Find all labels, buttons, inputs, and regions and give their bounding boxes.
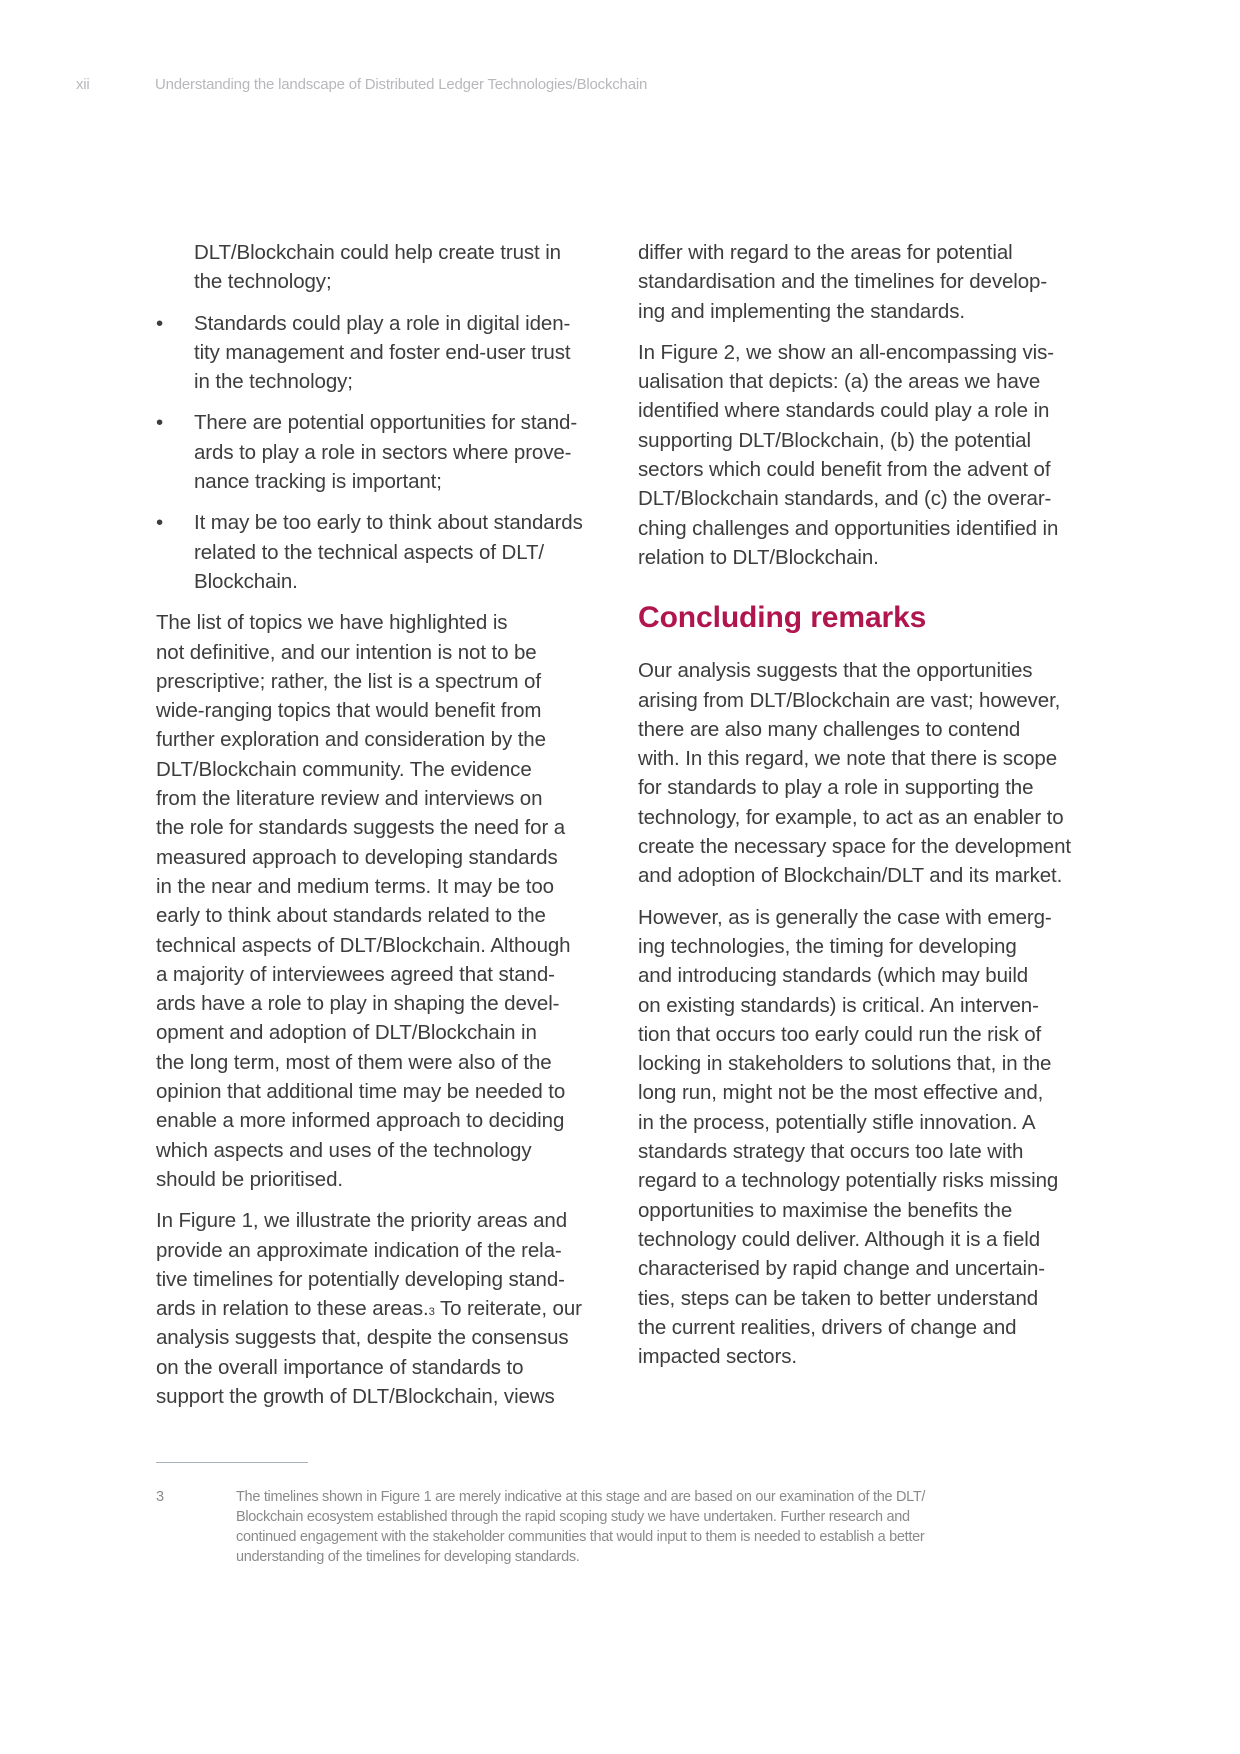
- text-line: ties, steps can be taken to better understand: [638, 1286, 1039, 1310]
- running-title: Understanding the landscape of Distributed Ledger Technologies/Blockchain: [155, 76, 648, 93]
- text-line: the technology;: [194, 270, 332, 294]
- text-line: tity management and foster end-user trust: [194, 340, 571, 364]
- text-line: understanding of the timelines for developing standards.: [236, 1549, 580, 1565]
- text-fragment: To reiterate, our: [434, 1297, 582, 1321]
- bullet-icon: •: [156, 411, 164, 435]
- text-line: enable a more informed approach to deciding: [156, 1109, 565, 1133]
- continued-list-item: [156, 238, 616, 297]
- text-line: prescriptive; rather, the list is a spectrum of: [156, 669, 541, 693]
- text-line: standardisation and the timelines for develop-: [638, 270, 1048, 294]
- text-line: opment and adoption of DLT/Blockchain in: [156, 1021, 537, 1045]
- text-line: there are also many challenges to contend: [638, 717, 1021, 741]
- text-line: However, as is generally the case with emerg-: [638, 905, 1052, 929]
- text-line: early to think about standards related to the: [156, 904, 546, 928]
- text-line: should be prioritised.: [156, 1167, 343, 1191]
- footnote-text: [236, 1487, 925, 1567]
- text-line: create the necessary space for the development: [638, 835, 1071, 859]
- text-line: supporting DLT/Blockchain, (b) the potential: [638, 428, 1031, 452]
- text-line: further exploration and consideration by the: [156, 728, 546, 752]
- text-line: a majority of interviewees agreed that stand-: [156, 962, 555, 986]
- section-heading: Concluding remarks: [638, 601, 927, 635]
- text-line: Blockchain ecosystem established through the rapid scoping study we have undertaken. Further research and: [236, 1509, 910, 1525]
- text-line: tive timelines for potentially developing stand-: [156, 1267, 565, 1291]
- bullet-icon: •: [156, 311, 164, 335]
- text-line: ards have a role to play in shaping the devel-: [156, 992, 560, 1016]
- text-line: impacted sectors.: [638, 1345, 797, 1369]
- text-line: The timelines shown in Figure 1 are merely indicative at this stage and are based on our examination of the DLT/: [236, 1489, 926, 1505]
- footnote-reference[interactable]: 3: [428, 1306, 435, 1319]
- text-line: in the near and medium terms. It may be too: [156, 874, 554, 898]
- text-line: technology could deliver. Although it is a field: [638, 1227, 1041, 1251]
- text-line: continued engagement with the stakeholder communities that would input to them is needed to establish a better: [236, 1529, 925, 1545]
- text-line: locking in stakeholders to solutions that, in the: [638, 1052, 1052, 1076]
- text-line: related to the technical aspects of DLT/: [194, 540, 545, 564]
- text-line: regard to a technology potentially risks missing: [638, 1169, 1059, 1193]
- text-line: for standards to play a role in supporting the: [638, 776, 1034, 800]
- text-line: arising from DLT/Blockchain are vast; however,: [638, 688, 1061, 712]
- text-line: technology, for example, to act as an enabler to: [638, 805, 1064, 829]
- footnote-number: 3: [156, 1489, 164, 1505]
- text-line: in the process, potentially stifle innovation. A: [638, 1110, 1036, 1134]
- bullet-item: [156, 408, 616, 496]
- text-line: on the overall importance of standards to: [156, 1355, 524, 1379]
- text-line: sectors which could benefit from the advent of: [638, 458, 1051, 482]
- text-line: ching challenges and opportunities identified in: [638, 516, 1059, 540]
- text-line: There are potential opportunities for stand-: [194, 411, 578, 435]
- text-line: technical aspects of DLT/Blockchain. Although: [156, 933, 571, 957]
- text-line: differ with regard to the areas for potential: [638, 241, 1013, 264]
- text-line: In Figure 2, we show an all-encompassing vis-: [638, 340, 1054, 364]
- text-line: opinion that additional time may be needed to: [156, 1080, 566, 1104]
- text-line: analysis suggests that, despite the consensus: [156, 1326, 569, 1350]
- text-line: which aspects and uses of the technology: [156, 1138, 532, 1162]
- text-line: tion that occurs too early could run the risk of: [638, 1022, 1042, 1046]
- text-line: In Figure 1, we illustrate the priority areas and: [156, 1209, 567, 1233]
- paragraph: [638, 656, 1098, 890]
- bullet-icon: •: [156, 511, 164, 535]
- text-line: It may be too early to think about standards: [194, 511, 583, 535]
- text-line: DLT/Blockchain standards, and (c) the overar-: [638, 487, 1052, 511]
- text-line: Standards could play a role in digital iden-: [194, 311, 571, 335]
- bullet-item: [156, 508, 616, 596]
- text-line: Our analysis suggests that the opportunities: [638, 659, 1033, 683]
- text-line: on existing standards) is critical. An interven-: [638, 993, 1039, 1017]
- text-line: standards strategy that occurs too late with: [638, 1140, 1024, 1164]
- text-line: [156, 1294, 616, 1323]
- text-line: Blockchain.: [194, 569, 298, 593]
- paragraph: [156, 1206, 616, 1411]
- left-column: [156, 238, 616, 1411]
- text-line: DLT/Blockchain community. The evidence: [156, 757, 532, 781]
- text-line: the current realities, drivers of change and: [638, 1315, 1017, 1339]
- text-line: the long term, most of them were also of the: [156, 1050, 552, 1074]
- text-line: long run, might not be the most effective and,: [638, 1081, 1044, 1105]
- text-line: ing and implementing the standards.: [638, 299, 965, 323]
- text-line: and introducing standards (which may build: [638, 964, 1029, 988]
- paragraph: [638, 903, 1098, 1372]
- text-line: and adoption of Blockchain/DLT and its market.: [638, 864, 1063, 888]
- text-line: provide an approximate indication of the rela-: [156, 1238, 562, 1262]
- text-line: ing technologies, the timing for developing: [638, 934, 1017, 958]
- text-line: measured approach to developing standards: [156, 845, 558, 869]
- text-line: opportunities to maximise the benefits the: [638, 1198, 1013, 1222]
- text-line: not definitive, and our intention is not to be: [156, 640, 537, 664]
- text-line: from the literature review and interviews on: [156, 787, 543, 811]
- text-line: DLT/Blockchain could help create trust in: [194, 241, 561, 264]
- text-line: characterised by rapid change and uncertain-: [638, 1257, 1045, 1281]
- text-line: ualisation that depicts: (a) the areas we have: [638, 370, 1041, 394]
- text-line: ards to play a role in sectors where prove-: [194, 440, 572, 464]
- right-column: [638, 238, 1098, 1371]
- footnote-divider: [156, 1462, 308, 1463]
- text-line: identified where standards could play a role in: [638, 399, 1050, 423]
- text-line: relation to DLT/Blockchain.: [638, 545, 879, 569]
- text-fragment: ards in relation to these areas.: [156, 1297, 429, 1321]
- text-line: the role for standards suggests the need for a: [156, 816, 566, 840]
- text-line: nance tracking is important;: [194, 470, 442, 494]
- text-line: support the growth of DLT/Blockchain, views: [156, 1384, 555, 1408]
- text-line: The list of topics we have highlighted is: [156, 611, 508, 635]
- text-line: with. In this regard, we note that there is scope: [638, 747, 1057, 771]
- text-line: in the technology;: [194, 370, 353, 394]
- text-line: wide-ranging topics that would benefit from: [156, 699, 542, 723]
- paragraph: [638, 238, 1098, 326]
- paragraph: [156, 608, 616, 1194]
- paragraph: [638, 338, 1098, 572]
- bullet-item: [156, 309, 616, 397]
- page-number: xii: [76, 76, 90, 93]
